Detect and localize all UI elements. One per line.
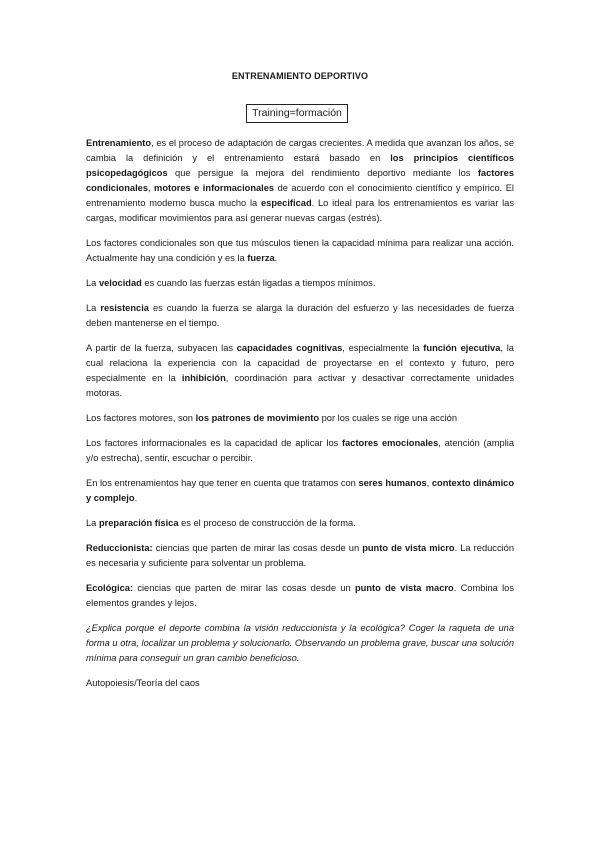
text-run: , coordinación para activar y desactivar correctamente unidades motoras.: [86, 373, 514, 398]
text-run: Autopoiesis/Teoría del caos: [86, 678, 200, 688]
text-run: que persigue la mejora del rendimiento deportivo mediante los: [167, 168, 478, 178]
bold-text: especificad: [260, 198, 312, 208]
bold-text: seres humanos: [358, 478, 427, 488]
bold-text: velocidad: [98, 278, 142, 288]
text-run: A partir de la fuerza, subyacen las: [86, 343, 237, 353]
text-run: ciencias que parten de mirar las cosas desde un: [152, 543, 363, 553]
bold-text: Reduccionista:: [86, 543, 153, 553]
paragraph: [86, 621, 514, 666]
paragraph: [86, 676, 514, 691]
text-run: es cuando la fuerza se alarga la duración del esfuerzo y las necesidades de fuerza deben mantenerse en el tiempo.: [86, 303, 514, 328]
paragraph: [86, 276, 514, 291]
text-run: . Lo ideal para los entrenamientos es variar las cargas, modificar movimientos para así generar nuevas cargas (estrés).: [86, 198, 514, 223]
text-run: . La reducción es necesaria y suficiente para solventar un problema.: [86, 543, 514, 568]
bold-text: Ecológica:: [86, 583, 134, 593]
document-title: ENTRENAMIENTO DEPORTIVO: [231, 71, 369, 81]
bold-text: función ejecutiva: [423, 343, 501, 353]
text-run: , la cual relaciona la experiencia con la capacidad de proyectarse en el contexto y futuro, pero especialmente en la: [86, 343, 514, 383]
paragraph: [86, 236, 514, 266]
text-run: La: [86, 518, 99, 528]
bold-text: factores emocionales: [342, 438, 439, 448]
document-body: [86, 136, 514, 691]
text-run: .: [274, 253, 278, 263]
text-run: .: [134, 493, 138, 503]
bold-text: fuerza: [247, 253, 275, 263]
bold-text: los principios científicos psicopedagógicos: [86, 153, 514, 178]
text-run: es el proceso de construcción de la forma.: [178, 518, 356, 528]
boxed-label: Training=formación: [246, 104, 348, 123]
text-run: ,: [426, 478, 432, 488]
bold-text: factores condicionales: [86, 168, 514, 193]
paragraph: [86, 341, 514, 401]
paragraph: [86, 436, 514, 466]
bold-text: los patrones de movimiento: [195, 413, 320, 423]
text-run: . Combina los elementos grandes y lejos.: [86, 583, 514, 608]
bold-text: preparación física: [98, 518, 179, 528]
text-run: La: [86, 303, 101, 313]
bold-text: Entrenamiento: [86, 138, 152, 148]
paragraph: [86, 411, 514, 426]
paragraph: [86, 516, 514, 531]
text-run: ¿Explica porque el deporte combina la visión reduccionista y la ecológica? Coger la raqueta de una forma u otra, localizar un problema y solucionarlo. Observando un problema grave, buscar una solución mínima para conseguir un gran cambio beneficioso.: [86, 623, 514, 663]
text-run: En los entrenamientos hay que tener en cuenta que tratamos con: [86, 478, 359, 488]
text-run: La: [86, 278, 99, 288]
text-run: es cuando las fuerzas están ligadas a tiempos mínimos.: [141, 278, 376, 288]
text-run: Los factores condicionales son que tus músculos tienen la capacidad mínima para realizar una acción. Actualmente hay una condición y es la: [86, 238, 514, 263]
text-run: , especialmente la: [342, 343, 424, 353]
bold-text: motores e informacionales: [154, 183, 275, 193]
paragraph: [86, 301, 514, 331]
bold-text: punto de vista macro: [354, 583, 454, 593]
paragraph: [86, 136, 514, 226]
bold-text: contexto dinámico y complejo: [86, 478, 514, 503]
paragraph: [86, 476, 514, 506]
bold-text: capacidades cognitivas: [236, 343, 343, 353]
text-run: ,: [148, 183, 155, 193]
text-run: , atención (amplia y/o estrecha), sentir, escuchar o percibir.: [86, 438, 514, 463]
text-run: de acuerdo con el conocimiento científico y empírico. El entrenamiento moderno busca mucho la: [86, 183, 514, 208]
bold-text: punto de vista micro: [362, 543, 455, 553]
bold-text: inhibición: [181, 373, 226, 383]
paragraph: [86, 541, 514, 571]
text-run: ciencias que parten de mirar las cosas desde un: [133, 583, 355, 593]
text-run: por los cuales se rige una acción: [319, 413, 458, 423]
text-run: Los factores informacionales es la capacidad de aplicar los: [86, 438, 343, 448]
text-run: , es el proceso de adaptación de cargas crecientes. A medida que avanzan los años, se cambia la definición y el entrenamiento estará basado en: [86, 138, 514, 163]
bold-text: resistencia: [100, 303, 149, 313]
text-run: Los factores motores, son: [86, 413, 196, 423]
paragraph: [86, 581, 514, 611]
